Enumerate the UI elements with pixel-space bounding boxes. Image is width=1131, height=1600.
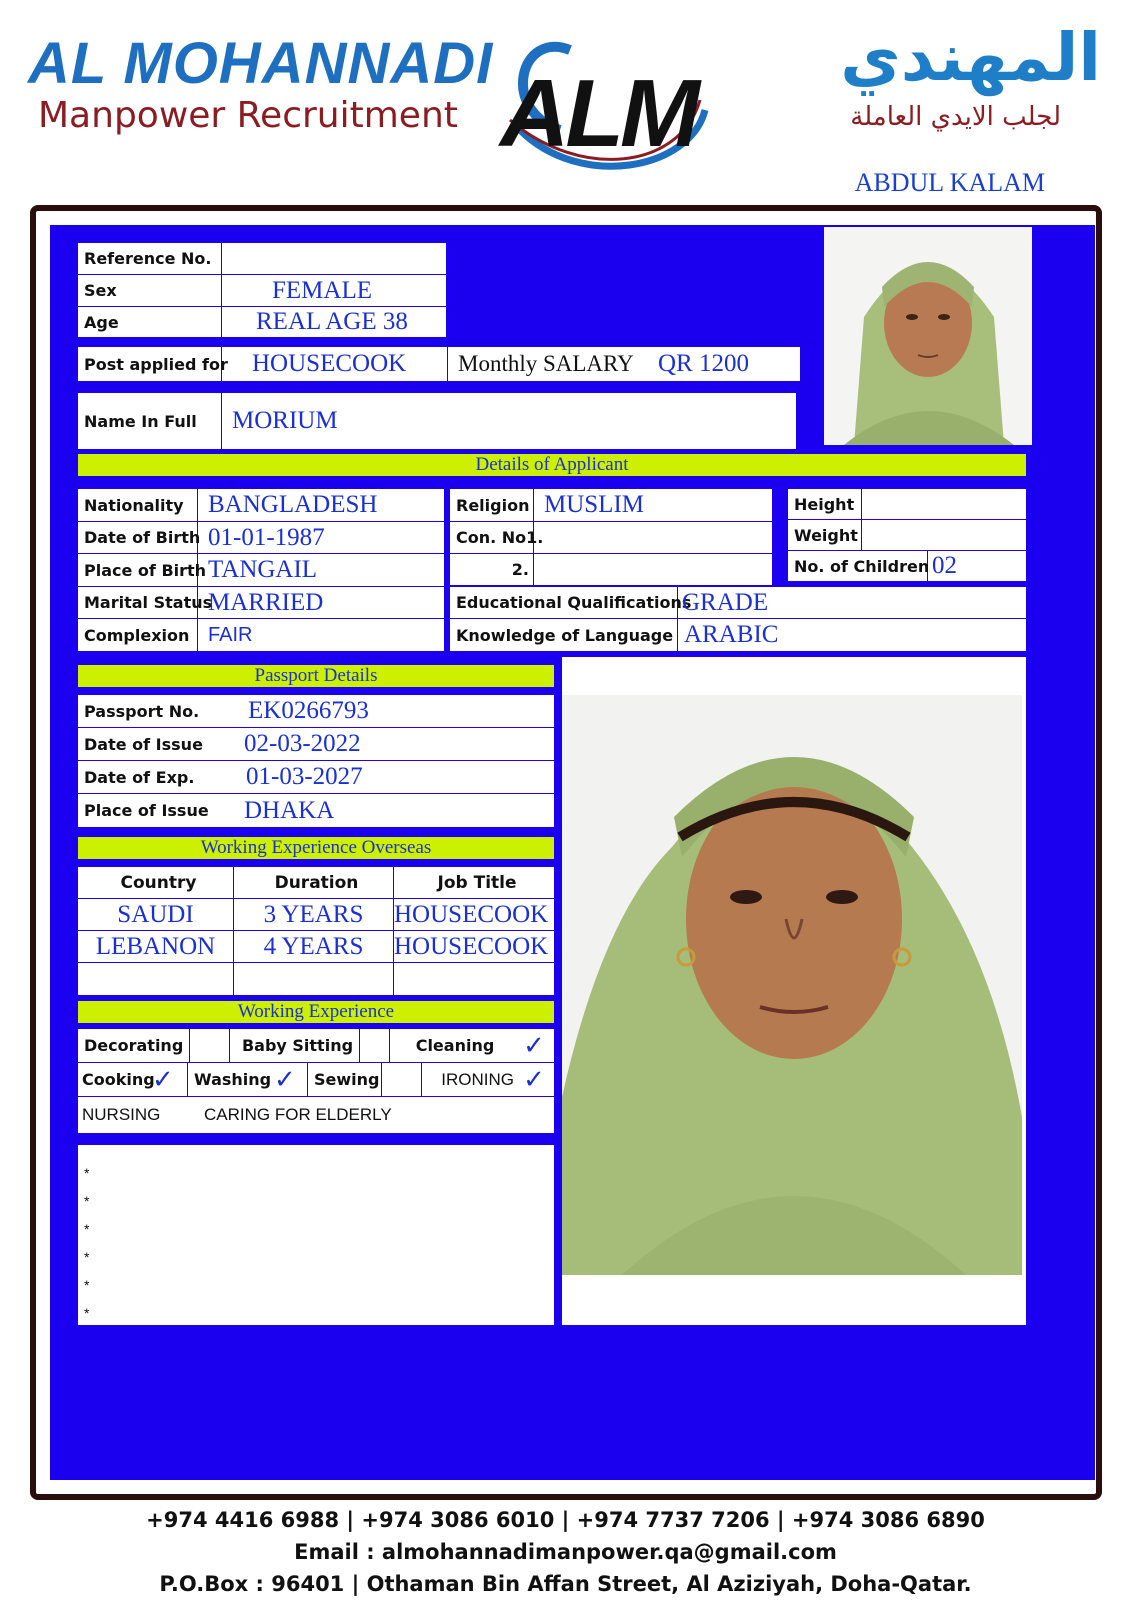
brand-name: AL MOHANNADI	[28, 31, 494, 96]
skill-cooking: Cooking	[82, 1070, 155, 1089]
cv-body	[50, 225, 1095, 1480]
name-label: Name In Full	[78, 393, 222, 449]
passport-box	[78, 695, 554, 827]
children-label: No. of Children	[788, 551, 928, 581]
marital-value: MARRIED	[208, 588, 324, 616]
skill-nursing: NURSING	[82, 1105, 161, 1124]
weight-row	[788, 520, 1026, 551]
nationality-value: BANGLADESH	[208, 491, 378, 518]
pob-label: Place of Birth	[78, 554, 198, 586]
height-label: Height	[788, 489, 862, 519]
col-duration: Duration	[234, 867, 394, 898]
children-value: 02	[932, 552, 957, 579]
skill-caring-elderly: CARING FOR ELDERLY	[204, 1105, 392, 1124]
exp-label: Date of Exp.	[84, 767, 195, 787]
religion-label: Religion	[450, 489, 534, 521]
education-label: Educational Qualifications	[450, 587, 678, 618]
language-row	[450, 619, 1026, 651]
post-value: HOUSECOOK	[222, 347, 448, 381]
note-bullet: *	[84, 1249, 90, 1265]
job-title-cell	[394, 963, 554, 995]
dob-value: 01-01-1987	[208, 523, 325, 551]
nationality-row	[78, 489, 444, 522]
age-row	[78, 307, 446, 337]
skills-row-3	[78, 1097, 554, 1133]
footer-phones: +974 4416 6988 | +974 3086 6010 | +974 7737 7206 | +974 3086 6890	[146, 1508, 985, 1532]
passport-no-row	[78, 695, 554, 728]
issue-value: 02-03-2022	[244, 730, 361, 757]
reference-value	[222, 243, 446, 274]
skill-washing: Washing	[194, 1070, 272, 1089]
passport-no-value: EK0266793	[248, 697, 369, 724]
skill-sewing: Sewing	[308, 1063, 382, 1096]
age-label: Age	[78, 307, 222, 337]
name-box	[78, 393, 796, 449]
skill-cleaning: Cleaning	[415, 1036, 495, 1055]
issue-row	[78, 728, 554, 761]
notes-box	[78, 1145, 554, 1325]
passport-no-label: Passport No.	[84, 701, 200, 721]
contact1-value	[534, 522, 544, 553]
salary-value: QR 1200	[658, 350, 749, 377]
alm-logo	[500, 20, 725, 180]
education-box	[450, 587, 1026, 651]
note-bullet: *	[84, 1165, 90, 1181]
arabic-subtitle: لجلب الايدي العاملة	[850, 102, 1061, 132]
pob-value: TANGAIL	[208, 556, 318, 583]
skills-row-1	[78, 1029, 554, 1063]
note-bullet: *	[84, 1193, 90, 1209]
education-row	[450, 587, 1026, 619]
job-title-cell: HOUSECOOK	[394, 900, 549, 928]
place-row	[78, 794, 554, 827]
weight-label: Weight	[788, 520, 862, 550]
contact2-label: 2.	[450, 554, 534, 585]
language-value: ARABIC	[684, 621, 779, 648]
contact1-row	[450, 522, 772, 554]
skill-ironing: IRONING	[441, 1069, 514, 1089]
physical-box	[788, 489, 1026, 581]
table-row	[78, 963, 554, 995]
country-cell: LEBANON	[78, 931, 234, 962]
sex-value: FEMALE	[272, 276, 372, 304]
country-cell	[78, 963, 234, 995]
letterhead	[0, 0, 1131, 200]
check-icon: ✓	[152, 1063, 188, 1096]
brand-subtitle: Manpower Recruitment	[38, 95, 458, 136]
applicant-photo-large	[562, 657, 1026, 1325]
overseas-header-row	[78, 867, 554, 899]
education-value: GRADE	[682, 588, 769, 616]
exp-row	[78, 761, 554, 794]
dob-row	[78, 522, 444, 554]
post-box	[78, 347, 800, 381]
portrait-photo-small	[824, 227, 1032, 445]
cv-frame	[30, 205, 1102, 1500]
table-row	[78, 931, 554, 963]
skill-decorating-check	[190, 1029, 230, 1062]
skill-sewing-check	[382, 1063, 422, 1096]
marital-label: Marital Status	[78, 587, 198, 618]
section-details-of-applicant: Details of Applicant	[78, 454, 1026, 476]
religion-value: MUSLIM	[544, 491, 645, 518]
height-row	[788, 489, 1026, 520]
col-country: Country	[78, 867, 234, 898]
language-label: Knowledge of Language	[450, 619, 678, 651]
skill-decorating: Decorating	[78, 1029, 190, 1062]
note-bullet: *	[84, 1305, 90, 1321]
sex-row	[78, 275, 446, 307]
age-value: REAL AGE 38	[256, 308, 408, 335]
children-row	[788, 551, 1026, 581]
skill-baby-sitting-check	[360, 1029, 390, 1062]
reference-label: Reference No.	[78, 243, 222, 274]
exp-value: 01-03-2027	[246, 763, 363, 790]
applicant-left-box	[78, 489, 444, 651]
agent-name: ABDUL KALAM	[854, 168, 1045, 197]
duration-cell: 4 YEARS	[234, 931, 394, 962]
salary-label: Monthly SALARY	[458, 351, 634, 376]
job-title-cell: HOUSECOOK	[394, 932, 549, 960]
religion-row	[450, 489, 772, 522]
marital-row	[78, 587, 444, 619]
logo-text: ALM	[500, 60, 696, 167]
basic-info-box	[78, 243, 446, 337]
name-value: MORIUM	[232, 407, 338, 434]
country-cell: SAUDI	[78, 899, 234, 930]
height-value	[862, 489, 872, 519]
skills-grid	[78, 1029, 554, 1133]
contact1-label: Con. No1.	[450, 522, 534, 553]
col-job-title: Job Title	[437, 872, 517, 893]
check-icon: ✓	[274, 1063, 308, 1096]
duration-cell	[234, 963, 394, 995]
complexion-label: Complexion	[78, 619, 198, 651]
nationality-label: Nationality	[78, 489, 198, 521]
reference-row	[78, 243, 446, 275]
brand-arabic	[721, 16, 1101, 134]
complexion-value: FAIR	[208, 623, 253, 646]
complexion-row	[78, 619, 444, 651]
sex-label: Sex	[78, 275, 222, 306]
section-working-experience: Working Experience	[78, 1001, 554, 1023]
dob-label: Date of Birth	[78, 522, 198, 553]
issue-label: Date of Issue	[84, 734, 203, 754]
table-row	[78, 899, 554, 931]
footer-contact	[0, 1504, 1131, 1600]
skill-baby-sitting: Baby Sitting	[230, 1029, 360, 1062]
section-overseas-experience: Working Experience Overseas	[78, 837, 554, 859]
brand-english	[28, 31, 498, 138]
weight-value	[862, 520, 872, 550]
note-bullet: *	[84, 1277, 90, 1293]
place-value: DHAKA	[244, 796, 335, 824]
duration-cell: 3 YEARS	[234, 899, 394, 930]
skills-row-2	[78, 1063, 554, 1097]
overseas-table	[78, 867, 554, 995]
footer-address: P.O.Box : 96401 | Othaman Bin Affan Street, Al Aziziyah, Doha-Qatar.	[159, 1572, 972, 1596]
footer-email: Email : almohannadimanpower.qa@gmail.com	[294, 1540, 837, 1564]
contact2-value	[534, 554, 544, 585]
note-bullet: *	[84, 1221, 90, 1237]
religion-box	[450, 489, 772, 585]
place-label: Place of Issue	[84, 801, 209, 820]
contact2-row	[450, 554, 772, 585]
check-icon: ✓	[523, 1030, 545, 1061]
check-icon: ✓	[523, 1064, 545, 1095]
section-passport-details: Passport Details	[78, 665, 554, 687]
pob-row	[78, 554, 444, 587]
post-label: Post applied for	[78, 347, 222, 381]
arabic-name: المهندي	[840, 19, 1101, 96]
